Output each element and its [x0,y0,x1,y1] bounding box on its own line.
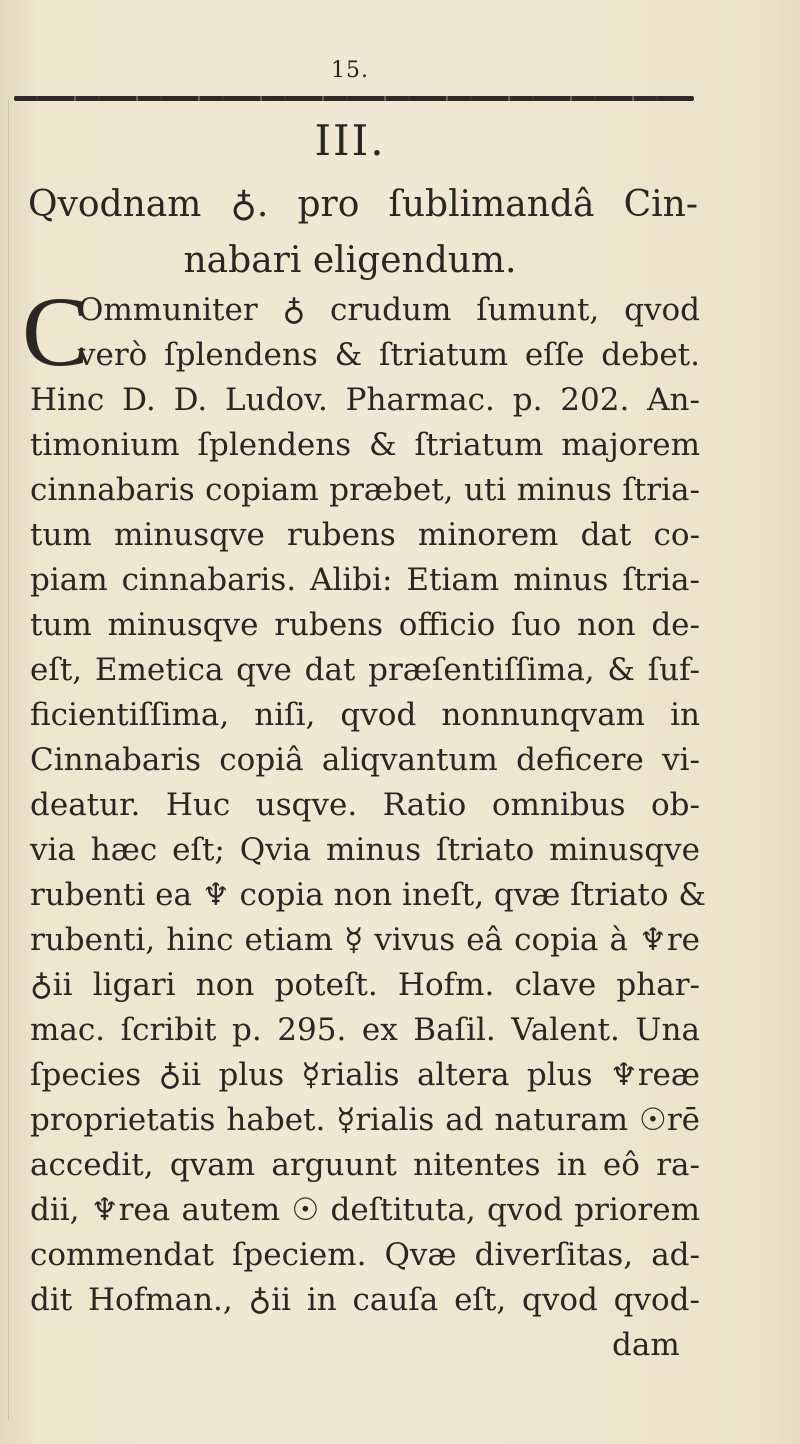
body-line: via hæc eſt; Qvia minus ſtriato minusqve [30,832,700,868]
body-line: verò ſplendens & ſtriatum eſſe debet. [78,337,700,373]
title-line-1: Qvodnam ♁. pro ſublimandâ Cin- [28,184,698,225]
drop-cap: C [22,276,89,387]
body-line: commendat ſpeciem. Qvæ diverſitas, ad- [30,1237,700,1273]
section-heading: III. [314,116,386,165]
header-rule [14,96,694,101]
body-line: rubenti, hinc etiam ☿ vivus eâ copia à ♆re [30,922,700,958]
body-line: Hinc D. D. Ludov. Pharmac. p. 202. An- [30,382,700,418]
body-line: timonium ſplendens & ſtriatum majorem [30,427,700,463]
body-line: ſpecies ♁ii plus ☿rialis altera plus ♆reæ [30,1057,700,1093]
body-line: rubenti ea ♆ copia non ineſt, qvæ ſtriato & [30,877,706,913]
body-line: mac. ſcribit p. 295. ex Baſil. Valent. Una [30,1012,700,1048]
body-line: proprietatis habet. ☿rialis ad naturam ☉rē [30,1102,700,1138]
body-line: Ommuniter ♁ crudum ſumunt, qvod [78,292,700,328]
body-line: dit Hofman., ♁ii in cauſa eſt, qvod qvod- [30,1282,700,1318]
page-number: 15. [331,58,369,83]
body-line: ♁ii ligari non poteſt. Hofm. clave phar- [30,967,700,1003]
body-line: ficientiſſima, niſi, qvod nonnunqvam in [30,697,700,733]
body-line: cinnabaris copiam præbet, uti minus ſtria- [30,472,700,508]
body-line: dii, ♆rea autem ☉ deſtituta, qvod priorem [30,1192,700,1228]
body-line: accedit, qvam arguunt nitentes in eô ra- [30,1147,700,1183]
body-line: tum minusqve rubens officio ſuo non de- [30,607,700,643]
body-line: tum minusqve rubens minorem dat co- [30,517,700,553]
body-line: deatur. Huc usqve. Ratio omnibus ob- [30,787,700,823]
page-gutter-edge [8,100,9,1420]
body-line: Cinnabaris copiâ aliqvantum deficere vi- [30,742,700,778]
title-line-2: nabari eligendum. [183,240,517,281]
body-line: piam cinnabaris. Alibi: Etiam minus ſtria- [30,562,700,598]
body-line: eſt, Emetica qve dat præſentiſſima, & ſuf- [30,652,700,688]
catchword: dam [612,1327,680,1363]
